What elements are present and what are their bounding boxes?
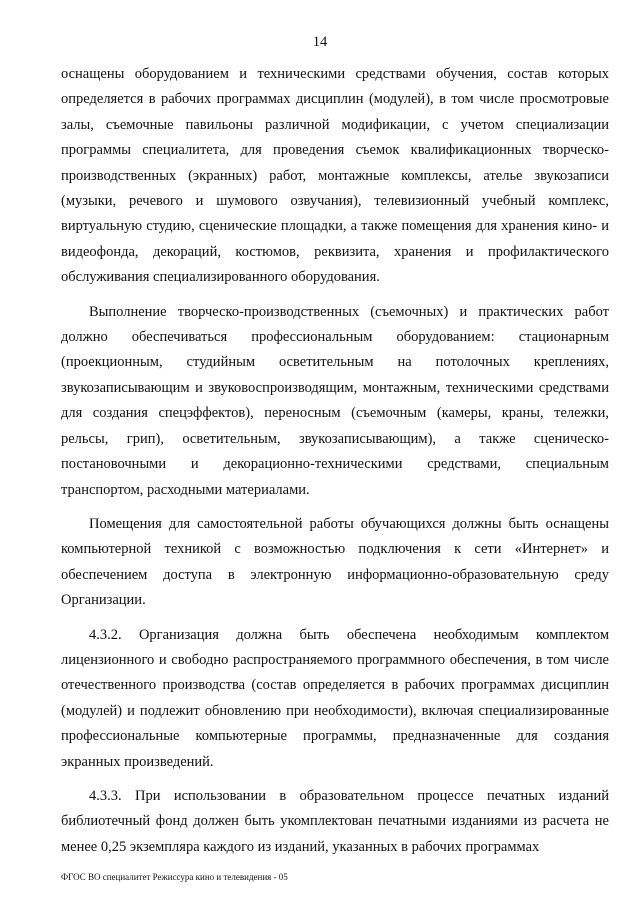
page-number: 14 xyxy=(312,34,328,50)
paragraph-equipment: Выполнение творческо-производственных (съемочных) и практических работ должно обеспечиваться профессиональным оборудованием: стационарным (проекционным, студийным осветительным на потолочных креплениях, звукозаписывающим и звуковоспроизводящим, монтажным, техническими средствами для создания спецэффектов), переносным (съемочным (камеры, краны, тележки, рельсы, грип), осветительным, звукозаписывающим), а также сценическо-постановочными и декорационно-техническими средствами, специальным транспортом, расходными материалами. xyxy=(61,303,609,498)
page-footer: ФГОС ВО специалитет Режиссура кино и телевидения - 05 xyxy=(61,872,288,882)
page-body xyxy=(61,62,609,860)
paragraph-self-study-rooms: Помещения для самостоятельной работы обучающихся должны быть оснащены компьютерной техникой с возможностью подключения к сети «Интернет» и обеспечением доступа в электронную информационно-образовательную среду Организации. xyxy=(61,515,609,609)
paragraph-4-3-2: 4.3.2. Организация должна быть обеспечена необходимым комплектом лицензионного и свободно распространяемого программного обеспечения, в том числе отечественного производства (состав определяется в рабочих программах дисциплин (модулей) и подлежит обновлению при необходимости), включая специализированные профессиональные компьютерные программы, предназначенные для создания экранных произведений. xyxy=(61,626,609,770)
paragraph-continuation: оснащены оборудованием и техническими средствами обучения, состав которых определяется в рабочих программах дисциплин (модулей), в том числе просмотровые залы, съемочные павильоны различной модификации, с учетом специализации программы специалитета, для проведения съемок квалификационных творческо-производственных (экранных) работ, монтажные комплексы, ателье звукозаписи (музыки, речевого и шумового озвучания), телевизионный учебный комплекс, виртуальную студию, сценические площадки, а также помещения для хранения кино- и видеофонда, декораций, костюмов, реквизита, хранения и профилактического обслуживания специализированного оборудования. xyxy=(61,66,609,286)
paragraph-4-3-3: 4.3.3. При использовании в образовательном процессе печатных изданий библиотечный фонд должен быть укомплектован печатными изданиями из расчета не менее 0,25 экземпляра каждого из изданий, указанных в рабочих программах xyxy=(61,787,609,855)
